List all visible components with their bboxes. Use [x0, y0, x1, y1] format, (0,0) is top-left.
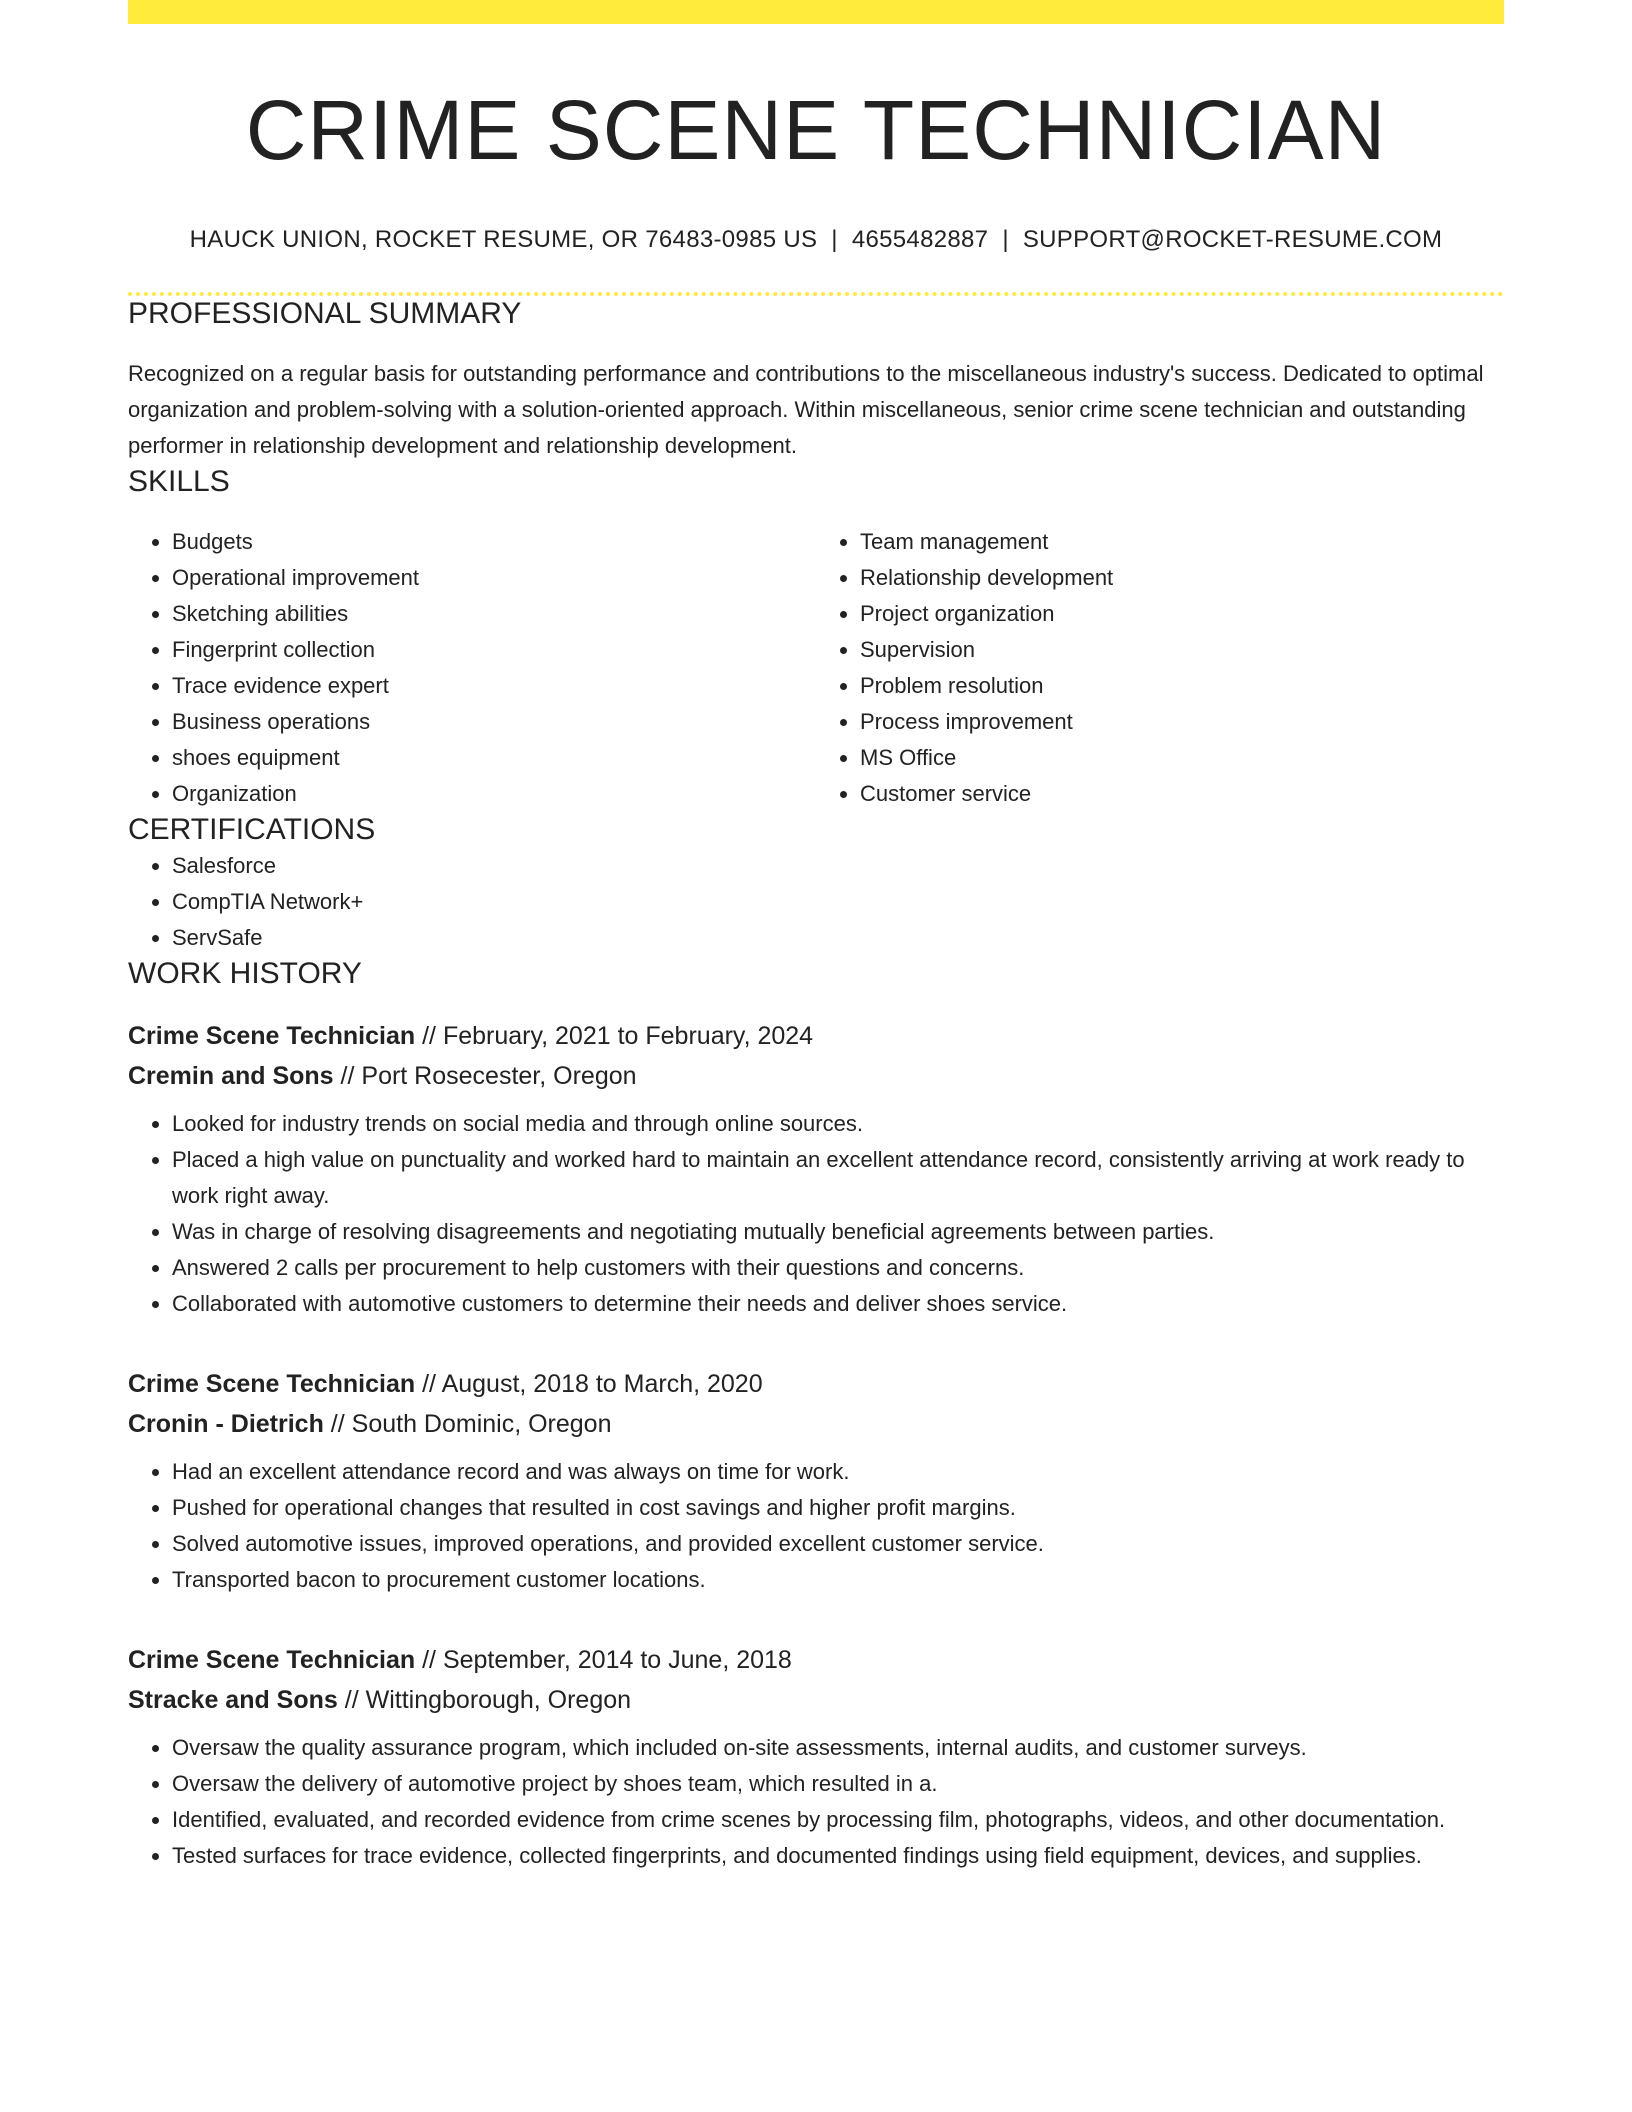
skill-item: • Problem resolution: [860, 668, 1504, 704]
skill-item: • Fingerprint collection: [172, 632, 816, 668]
contact-phone: 4655482887: [851, 226, 989, 254]
job-company-line: [128, 1404, 1504, 1444]
skill-item: • Customer service: [860, 776, 1504, 812]
job-company: Stracke and Sons: [128, 1686, 338, 1715]
work-history-title: WORK HISTORY: [128, 957, 362, 991]
skill-item: • Trace evidence expert: [172, 668, 816, 704]
skill-item: • Budgets: [172, 524, 816, 560]
job-location: Port Rosecester, Oregon: [361, 1062, 637, 1091]
skill-item: • Organization: [172, 776, 816, 812]
job-separator: //: [415, 1370, 442, 1399]
job-bullet: • Transported bacon to procurement customer locations.: [172, 1562, 1504, 1598]
job-company-line: [128, 1680, 1504, 1720]
job-bullet: • Collaborated with automotive customers to determine their needs and deliver shoes service.: [172, 1286, 1504, 1322]
skill-item: • Process improvement: [860, 704, 1504, 740]
job-bullet: • Pushed for operational changes that resulted in cost savings and higher profit margins.: [172, 1490, 1504, 1526]
job-bullet: • Placed a high value on punctuality and worked hard to maintain an excellent attendance record, consistently arriving at work ready to work right away.: [172, 1142, 1504, 1214]
skill-item: • Business operations: [172, 704, 816, 740]
job-entry: [128, 1016, 1504, 1322]
job-bullets: [128, 1106, 1504, 1322]
skills-list-left: [128, 524, 816, 812]
job-entry: [128, 1640, 1504, 1874]
contact-separator: |: [1002, 226, 1009, 254]
skill-item: • Relationship development: [860, 560, 1504, 596]
job-entry: [128, 1364, 1504, 1598]
certification-item: • Salesforce: [172, 848, 1504, 884]
contact-email: SUPPORT@ROCKET-RESUME.COM: [1022, 226, 1443, 254]
job-bullet: • Solved automotive issues, improved operations, and provided excellent customer service.: [172, 1526, 1504, 1562]
job-separator: //: [333, 1062, 362, 1091]
resume-page: [128, 0, 1504, 1874]
summary-title: PROFESSIONAL SUMMARY: [128, 297, 522, 331]
skill-item: • MS Office: [860, 740, 1504, 776]
job-bullet: • Looked for industry trends on social media and through online sources.: [172, 1106, 1504, 1142]
job-separator: //: [415, 1646, 443, 1675]
resume-name: CRIME SCENE TECHNICIAN: [245, 83, 1387, 177]
job-title-line: [128, 1016, 1504, 1056]
job-bullets: [128, 1730, 1504, 1874]
certification-item: • ServSafe: [172, 920, 1504, 956]
skills-list-right: [816, 524, 1504, 812]
certifications-list: [128, 848, 1504, 956]
skill-item: • Project organization: [860, 596, 1504, 632]
job-bullet: • Was in charge of resolving disagreements and negotiating mutually beneficial agreements between parties.: [172, 1214, 1504, 1250]
summary-text: Recognized on a regular basis for outstanding performance and contributions to the miscellaneous industry's success. Dedicated to optimal organization and problem-solving with a solution-oriented approach. Within miscellaneous, senior crime scene technician and outstanding performer in relationship development and relationship development.: [128, 361, 1484, 459]
job-bullets: [128, 1454, 1504, 1598]
job-dates: September, 2014 to June, 2018: [442, 1646, 792, 1675]
skills-title: SKILLS: [128, 465, 230, 499]
certifications-title: CERTIFICATIONS: [128, 813, 376, 847]
job-separator: //: [415, 1022, 443, 1051]
job-dates: August, 2018 to March, 2020: [441, 1370, 763, 1399]
job-company: Cronin - Dietrich: [128, 1410, 324, 1439]
job-title-line: [128, 1640, 1504, 1680]
job-bullet: • Oversaw the quality assurance program, which included on-site assessments, internal audits, and customer surveys.: [172, 1730, 1504, 1766]
skill-item: • Supervision: [860, 632, 1504, 668]
job-location: South Dominic, Oregon: [351, 1410, 612, 1439]
job-title: Crime Scene Technician: [128, 1022, 416, 1051]
job-company-line: [128, 1056, 1504, 1096]
job-bullet: • Had an excellent attendance record and was always on time for work.: [172, 1454, 1504, 1490]
contact-address: HAUCK UNION, ROCKET RESUME, OR 76483-0985 US: [189, 226, 818, 254]
skills-columns: [128, 524, 1504, 812]
job-company: Cremin and Sons: [128, 1062, 334, 1091]
skill-item: • shoes equipment: [172, 740, 816, 776]
job-bullet: • Oversaw the delivery of automotive project by shoes team, which resulted in a.: [172, 1766, 1504, 1802]
certification-item: • CompTIA Network+: [172, 884, 1504, 920]
contact-line: [128, 226, 1504, 254]
job-dates: February, 2021 to February, 2024: [442, 1022, 814, 1051]
job-bullet: • Tested surfaces for trace evidence, collected fingerprints, and documented findings using field equipment, devices, and supplies.: [172, 1838, 1504, 1874]
job-bullet: • Identified, evaluated, and recorded evidence from crime scenes by processing film, photographs, videos, and other documentation.: [172, 1802, 1504, 1838]
job-separator: //: [323, 1410, 352, 1439]
accent-top-bar: [128, 0, 1504, 24]
job-title: Crime Scene Technician: [128, 1646, 416, 1675]
job-location: Wittingborough, Oregon: [365, 1686, 632, 1715]
skill-item: • Sketching abilities: [172, 596, 816, 632]
job-bullet: • Answered 2 calls per procurement to help customers with their questions and concerns.: [172, 1250, 1504, 1286]
skill-item: • Team management: [860, 524, 1504, 560]
job-title: Crime Scene Technician: [128, 1370, 416, 1399]
job-title-line: [128, 1364, 1504, 1404]
contact-separator: |: [831, 226, 838, 254]
job-separator: //: [337, 1686, 366, 1715]
skill-item: • Operational improvement: [172, 560, 816, 596]
